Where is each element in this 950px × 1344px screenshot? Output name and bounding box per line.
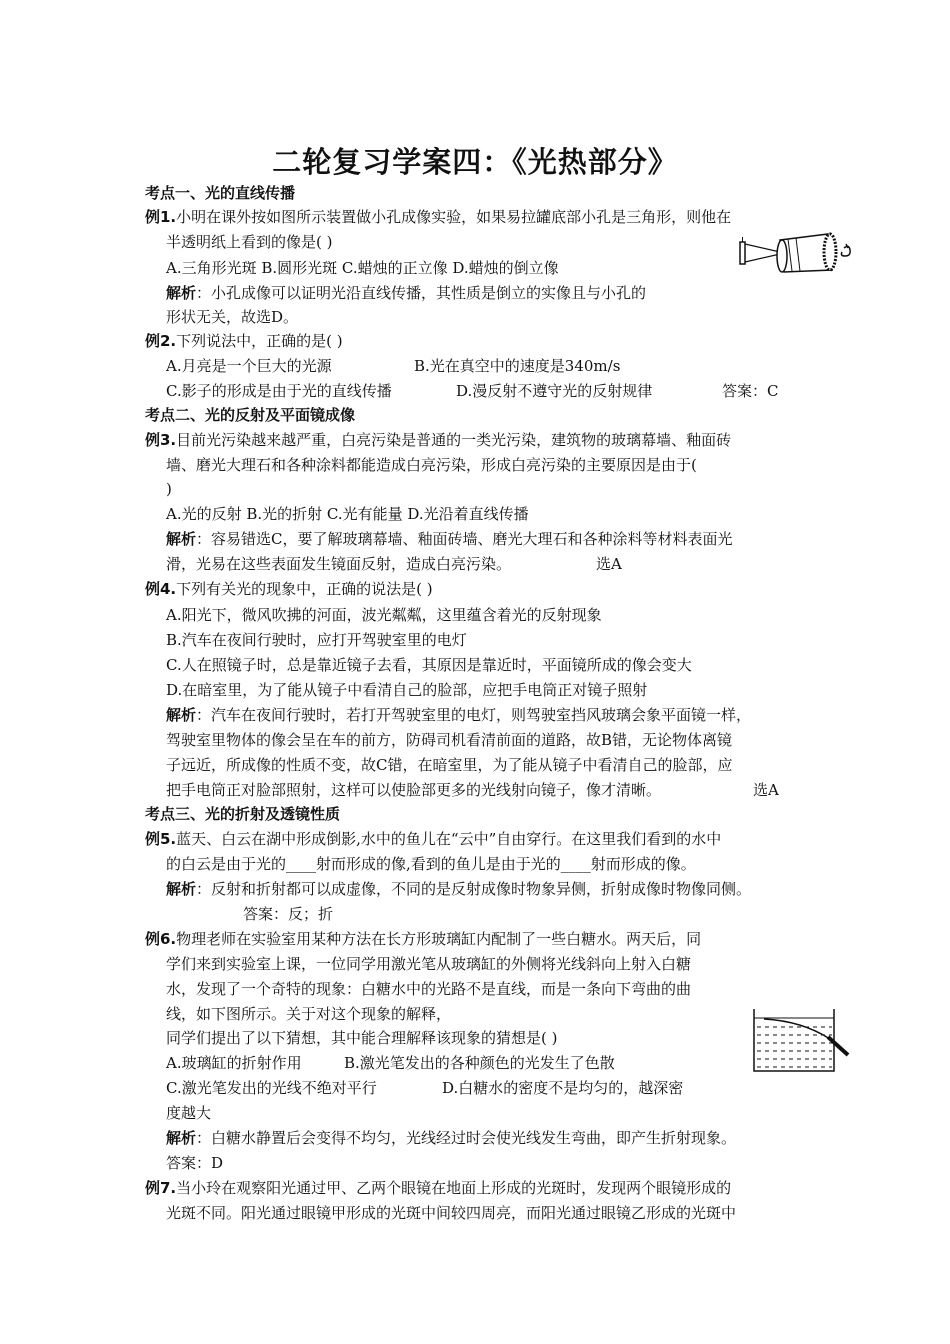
example-5-answer: 答案：反；折 [243, 905, 334, 923]
example-5-analysis-text: ：反射和折射都可以成虚像，不同的是反射成像时物象异侧，折射成像时物像同侧。 [196, 880, 752, 898]
example-6-option-d-cont: 度越大 [166, 1104, 212, 1122]
example-7-line-1 [145, 1178, 731, 1198]
example-4-analysis-4: 把手电筒正对脸部照射，这样可以使脸部更多的光线射向镜子，像才清晰。 [166, 781, 662, 799]
example-6-label: 例6. [145, 930, 177, 948]
example-3-answer: 选A [596, 555, 622, 573]
example-6-line-3: 水，发现了一个奇特的现象：白糖水中的光路不是直线，而是一条向下弯曲的曲 [166, 980, 692, 998]
example-3-analysis-1 [166, 529, 733, 549]
example-4-analysis-text: ：汽车在夜间行驶时，若打开驾驶室里的电灯，则驾驶室挡风玻璃会象平面镜一样， [196, 706, 752, 724]
example-3-line-3: ) [166, 480, 172, 498]
example-5-analysis-1 [166, 879, 751, 899]
example-1-analysis-text: ：小孔成像可以证明光沿直线传播，其性质是倒立的实像且与小孔的 [196, 284, 647, 302]
analysis-label: 解析 [166, 1129, 197, 1147]
example-1-analysis-1 [166, 283, 646, 303]
example-7-line-2: 光斑不同。阳光通过眼镜甲形成的光斑中间较四周亮，而阳光通过眼镜乙形成的光斑中 [166, 1204, 737, 1222]
example-2-answer: 答案：C [722, 382, 779, 400]
example-3-text-1: 目前光污染越来越严重，白亮污染是普通的一类光污染，建筑物的玻璃幕墙、釉面砖 [176, 431, 732, 449]
example-1-label: 例1. [145, 208, 177, 226]
section-heading-1: 考点一、光的直线传播 [145, 184, 296, 202]
example-1-options: A.三角形光斑 B.圆形光斑 C.蜡烛的正立像 D.蜡烛的倒立像 [166, 259, 559, 277]
example-6-line-2: 学们来到实验室上课，一位同学用激光笔从玻璃缸的外侧将光线斜向上射入白糖 [166, 955, 692, 973]
analysis-label: 解析 [166, 530, 197, 548]
example-6-analysis-1 [166, 1128, 736, 1148]
analysis-label: 解析 [166, 706, 197, 724]
pinhole-camera-figure [736, 230, 860, 278]
example-3-options: A.光的反射 B.光的折射 C.光有能量 D.光沿着直线传播 [166, 505, 529, 523]
example-2-option-b: B.光在真空中的速度是340m/s [414, 357, 621, 375]
example-4-label: 例4. [145, 580, 177, 598]
example-7-label: 例7. [145, 1179, 177, 1197]
example-3-analysis-text: ：容易错选C，要了解玻璃幕墙、釉面砖墙、磨光大理石和各种涂料等材料表面光 [196, 530, 733, 548]
example-6-line-5: 同学们提出了以下猜想，其中能合理解释该现象的猜想是( ) [166, 1029, 558, 1047]
example-6-analysis-text: ：白糖水静置后会变得不均匀，光线经过时会使光线发生弯曲，即产生折射现象。 [196, 1129, 737, 1147]
example-1-text-1: 小明在课外按如图所示装置做小孔成像实验，如果易拉罐底部小孔是三角形，则他在 [176, 208, 732, 226]
example-6-option-b: B.激光笔发出的各种颜色的光发生了色散 [344, 1054, 615, 1072]
example-1-line-1 [145, 207, 731, 227]
sugar-water-tank-figure [752, 1007, 852, 1073]
example-4-text-1: 下列有关光的现象中，正确的说法是( ) [176, 580, 433, 598]
section-heading-2: 考点二、光的反射及平面镜成像 [145, 406, 356, 424]
example-2-option-c: C.影子的形成是由于光的直线传播 [166, 382, 392, 400]
example-3-label: 例3. [145, 431, 177, 449]
example-4-option-d: D.在暗室里，为了能从镜子中看清自己的脸部，应把手电筒正对镜子照射 [166, 681, 648, 699]
example-5-text-1: 蓝天、白云在湖中形成倒影,水中的鱼儿在“云中”自由穿行。在这里我们看到的水中 [176, 830, 722, 848]
example-6-line-4: 线，如下图所示。关于对这个现象的解释， [166, 1005, 452, 1023]
example-4-option-b: B.汽车在夜间行驶时，应打开驾驶室里的电灯 [166, 631, 467, 649]
example-2-option-a: A.月亮是一个巨大的光源 [166, 357, 332, 375]
example-4-analysis-1 [166, 705, 751, 725]
example-4-option-c: C.人在照镜子时，总是靠近镜子去看，其原因是靠近时，平面镜所成的像会变大 [166, 656, 692, 674]
example-1-line-2: 半透明纸上看到的像是( ) [166, 233, 333, 251]
example-3-line-1 [145, 430, 731, 450]
example-3-analysis-2: 滑，光易在这些表面发生镜面反射，造成白亮污染。 [166, 555, 512, 573]
example-4-analysis-2: 驾驶室里物体的像会呈在车的前方，防碍司机看清前面的道路，故B错，无论物体离镜 [166, 731, 733, 749]
example-6-text-1: 物理老师在实验室用某种方法在长方形玻璃缸内配制了一些白糖水。两天后，同 [176, 930, 702, 948]
example-4-line-1 [145, 579, 433, 599]
page-title: 二轮复习学案四：《光热部分》 [272, 145, 678, 179]
example-2-option-d: D.漫反射不遵守光的反射规律 [456, 382, 653, 400]
example-1-analysis-2: 形状无关，故选D。 [166, 308, 299, 326]
example-4-answer: 选A [753, 781, 779, 799]
example-7-text-1: 当小玲在观察阳光通过甲、乙两个眼镜在地面上形成的光斑时，发现两个眼镜形成的 [176, 1179, 732, 1197]
example-2-label: 例2. [145, 332, 177, 350]
example-4-analysis-3: 子远近，所成像的性质不变，故C错，在暗室里，为了能从镜子中看清自己的脸部，应 [166, 756, 733, 774]
example-6-option-a: A.玻璃缸的折射作用 [166, 1054, 302, 1072]
example-5-line-1 [145, 829, 721, 849]
example-5-line-2: 的白云是由于光的____射而形成的像,看到的鱼儿是由于光的____射而形成的像。 [166, 855, 696, 873]
example-6-line-1 [145, 929, 701, 949]
example-2-line-1 [145, 331, 343, 351]
example-3-line-2: 墙、磨光大理石和各种涂料都能造成白亮污染，形成白亮污染的主要原因是由于( [166, 456, 697, 474]
example-5-label: 例5. [145, 830, 177, 848]
example-6-option-d: D.白糖水的密度不是均匀的，越深密 [442, 1079, 684, 1097]
example-6-option-c: C.激光笔发出的光线不绝对平行 [166, 1079, 377, 1097]
example-4-option-a: A.阳光下，微风吹拂的河面，波光粼粼，这里蕴含着光的反射现象 [166, 606, 602, 624]
section-heading-3: 考点三、光的折射及透镜性质 [145, 805, 341, 823]
analysis-label: 解析 [166, 880, 197, 898]
analysis-label: 解析 [166, 284, 197, 302]
example-2-text-1: 下列说法中，正确的是( ) [176, 332, 343, 350]
example-6-answer: 答案：D [166, 1154, 224, 1172]
